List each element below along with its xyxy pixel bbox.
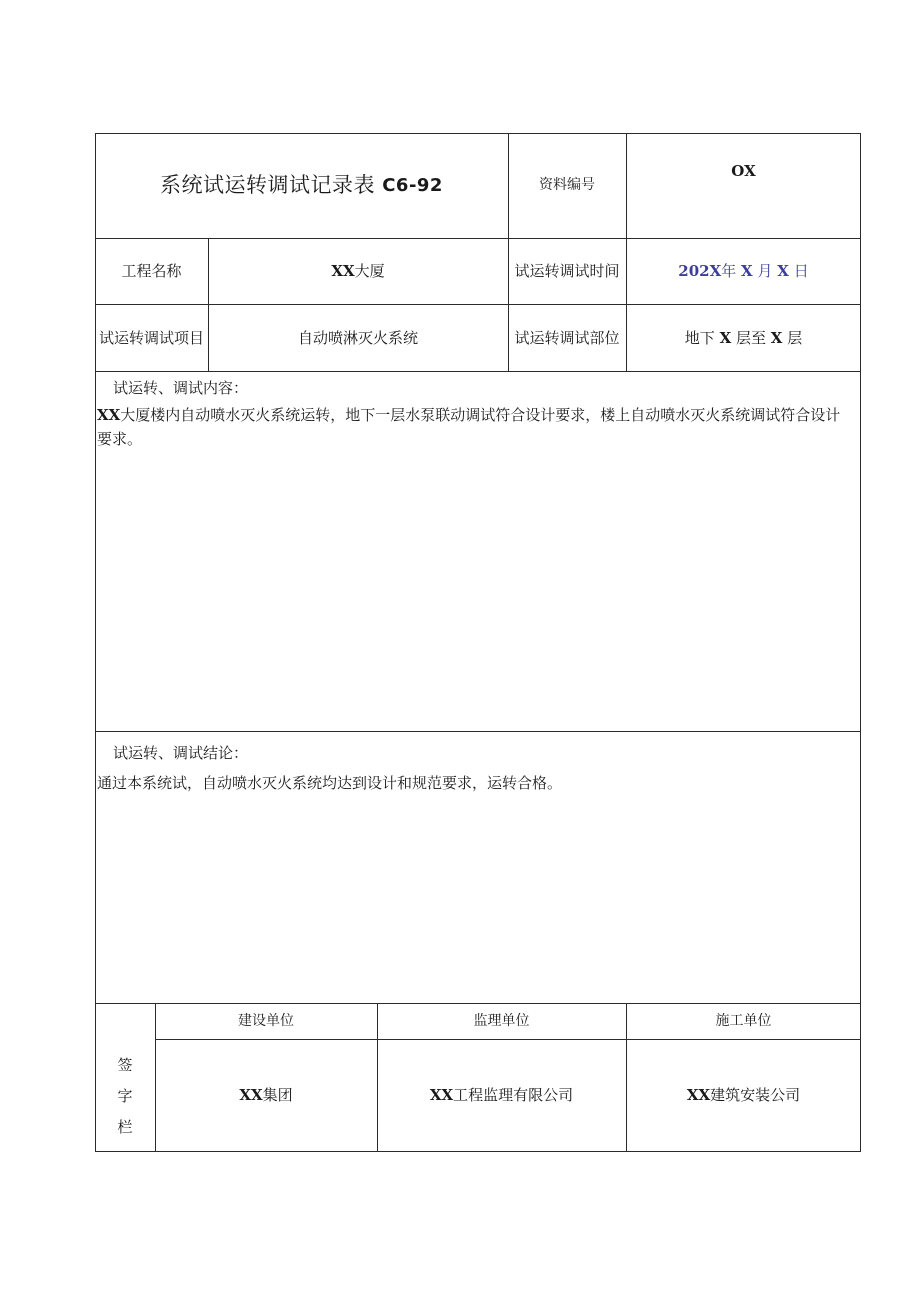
test-time-value: [626, 238, 861, 304]
content-text: [97, 403, 853, 451]
rule-after-item: [95, 371, 861, 372]
conclusion-text: 通过本系统试，自动喷水灭火系统均达到设计和规范要求，运转合格。: [97, 774, 563, 792]
signature-label-char-3: 栏: [117, 1117, 133, 1136]
sign-header-supervisor: 监理单位: [473, 1012, 530, 1029]
sign-owner-name: 集团: [262, 1086, 293, 1104]
sign-contractor-prefix: XX: [686, 1086, 711, 1104]
content-prefix: XX: [97, 406, 121, 424]
test-location-p2: 层至: [735, 328, 766, 347]
test-location-value: [626, 304, 861, 371]
project-name-prefix: XX: [331, 262, 355, 280]
content-body: 大厦楼内自动喷水灭火系统运转，地下一层水泵联动调试符合设计要求，楼上自动喷水灭火系统调试符合设计要求。: [97, 406, 841, 448]
sign-value-contractor: [626, 1039, 861, 1151]
project-name-value: [208, 238, 508, 304]
test-time-day: X: [777, 262, 789, 280]
test-item-label: 试运转调试项目: [98, 328, 204, 347]
sign-contractor-name: 建筑安装公司: [710, 1086, 801, 1104]
form-title-code: C6-92: [382, 174, 443, 196]
sign-owner-prefix: XX: [239, 1086, 263, 1104]
doc-no-value: OX: [731, 161, 756, 180]
sign-supervisor-name: 工程监理有限公司: [453, 1086, 574, 1104]
form-title: [95, 133, 508, 238]
signature-section-label: [95, 1039, 155, 1151]
sign-value-owner: [155, 1039, 377, 1151]
sign-header-owner: 建设单位: [238, 1012, 294, 1029]
rule-after-content: [95, 731, 861, 732]
sign-value-supervisor: [377, 1039, 626, 1151]
sign-header-contractor: 施工单位: [715, 1012, 772, 1029]
test-location-x1: X: [719, 328, 732, 347]
test-location-p3: 层: [787, 328, 803, 347]
form-title-text: 系统试运转调试记录表: [160, 172, 376, 197]
project-name-suffix: 大厦: [354, 262, 385, 280]
test-location-label: 试运转调试部位: [514, 328, 620, 347]
sign-supervisor-prefix: XX: [429, 1086, 454, 1104]
test-location-x2: X: [770, 328, 783, 347]
conclusion-label: 试运转、调试结论：: [113, 744, 249, 762]
test-time-day-unit: 日: [793, 262, 809, 280]
border-bottom: [95, 1151, 861, 1152]
test-time-month-unit: 月: [757, 262, 773, 280]
test-time-month: X: [741, 262, 753, 280]
test-time-label: 试运转调试时间: [514, 262, 620, 280]
doc-no-label: 资料编号: [539, 177, 595, 194]
project-name-label: 工程名称: [121, 262, 182, 280]
record-form: [95, 133, 861, 1152]
signature-label-char-1: 签: [117, 1055, 133, 1074]
test-item-value: 自动喷淋灭火系统: [297, 328, 418, 347]
test-time-year-unit: 年: [721, 262, 737, 280]
signature-label-char-2: 字: [117, 1086, 133, 1105]
test-location-p1: 地下: [684, 328, 715, 347]
content-label: 试运转、调试内容：: [113, 379, 249, 397]
test-time-year: 202X: [678, 262, 722, 280]
